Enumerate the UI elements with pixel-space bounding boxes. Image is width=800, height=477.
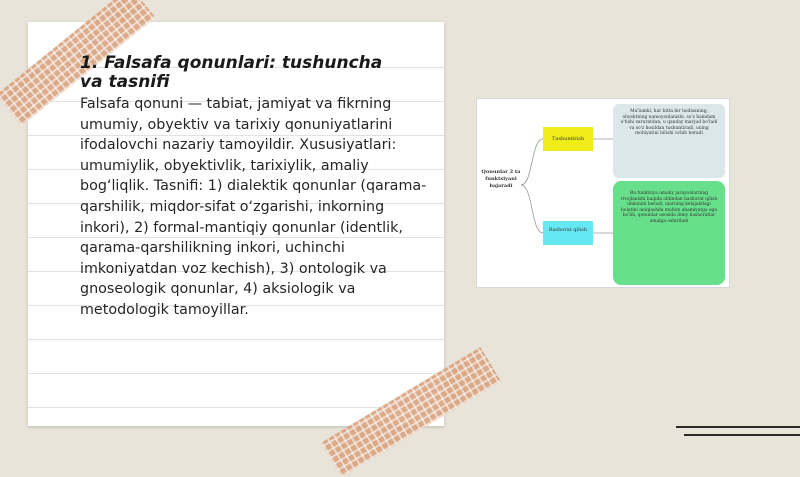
diagram-prediction-description: Bu funktsiya amaliy jarayonlarning rivojlanishi haqida oldindan bashorat qilish imkonini beradi, ularning kelajakdagi holatini aniqlashda muhim ahamiyatga ega bo'lib, qonunlar asosida ilmiy bashoratlar amalga oshiriladi <box>613 181 725 285</box>
decorative-line-1 <box>676 426 800 428</box>
connector-to-prediction <box>521 185 543 233</box>
slide-body-text: Falsafa qonuni — tabiat, jamiyat va fikrning umumiy, obyektiv va tarixiy qonuniyatlarini ifodalovchi nazariy tamoyildir. Xususiyatlari: umumiylik, obyektivlik, tarixiylik, amaliy bog‘liqlik. Tasnifi: 1) dialektik qonunlar (qarama-qarshilik, miqdor-sifat o‘zgarishi, inkorning inkori), 2) formal-mantiqiy qonunlar (identlik, qarama-qarshilikning inkori, uchinchi imkoniyatdan voz kechish), 3) ontologik va gnoseologik qonunlar, 4) aksiologik va metodologik tamoyillar. <box>80 96 427 318</box>
diagram-branch-explanation: Tushuntirish <box>543 127 593 151</box>
connector-to-explanation <box>521 139 543 185</box>
diagram-root-node: Qonunlar 2 ta funktsiyani bajaradi <box>481 169 521 189</box>
diagram-explanation-description: Ma'lumki, har bitta bir hodisaning, obyektning namoyonlanishi, so'z hamdam o'tishi zaruratdan, u qanday mavjud bo'ladi va so'z hosildan tushuntiradi, uning mohiyatini bilishi ochib beradi <box>613 104 725 178</box>
diagram-branch-prediction: Bashorat qilish <box>543 221 593 245</box>
decorative-line-2 <box>684 434 800 436</box>
slide-title: 1. Falsafa qonunlari: tushuncha va tasnifi <box>80 53 383 92</box>
laws-functions-diagram <box>476 98 730 288</box>
